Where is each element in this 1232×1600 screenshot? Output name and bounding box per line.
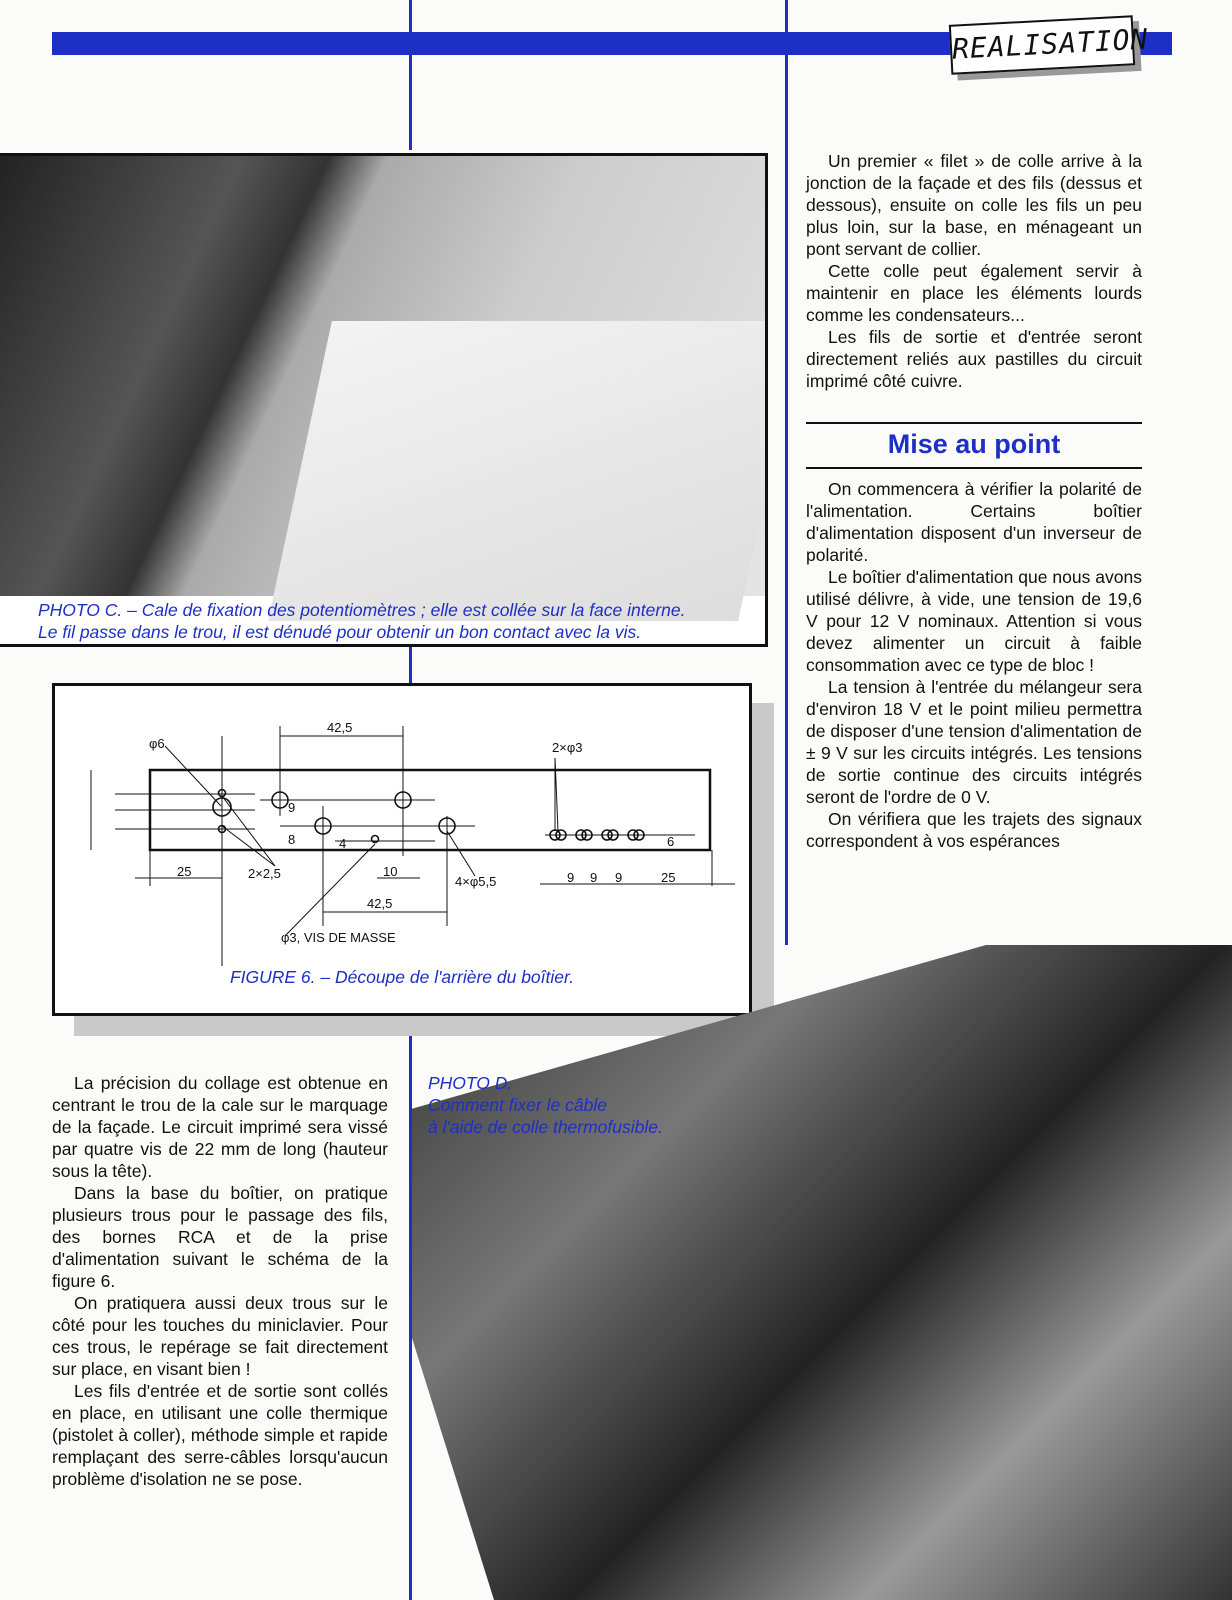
paragraph: La précision du collage est obtenue en centrant le trou de la cale sur le marquage de la façade. Le circuit imprimé sera vissé par quatre vis de 22 mm de long (hauteur sous la tête). [52, 1073, 388, 1181]
photo-d-caption [428, 1072, 663, 1138]
section-heading: Mise au point [806, 422, 1142, 469]
column-rule [409, 0, 412, 150]
label-9: 9 [288, 800, 296, 815]
label-6: 6 [667, 834, 675, 849]
paragraph: On vérifiera que les trajets des signaux correspondent à vos espérances [806, 809, 1142, 851]
left-column-text [52, 1072, 388, 1490]
label-top-42-5: 42,5 [327, 720, 353, 735]
label-9c: 9 [615, 870, 623, 885]
section-rubric: REALISATION [949, 15, 1135, 75]
paragraph: Un premier « filet » de colle arrive à la jonction de la façade et des fils (dessus et dessous), ensuite on colle les fils un peu plus loin, sur la base, en ménageant un pont servant de collier. [806, 151, 1142, 259]
label-2x2-5: 2×2,5 [248, 866, 281, 881]
caption-line: à l'aide de colle thermofusible. [428, 1117, 663, 1137]
label-9a: 9 [567, 870, 575, 885]
center-lines [91, 726, 735, 966]
column-rule [409, 647, 412, 683]
section-text [806, 478, 1142, 852]
label-8: 8 [288, 832, 296, 847]
label-9b: 9 [590, 870, 598, 885]
paragraph: La tension à l'entrée du mélangeur sera d'environ 18 V et le point milieu permettra de disposer d'une tension d'alimentation de ± 9 V sur les circuits intégrés. Les tensions de sortie continue des circuits intégrés seront de l'ordre de 0 V. [806, 677, 1142, 807]
label-2x-phi3: 2×φ3 [552, 740, 583, 755]
photo-c-image [0, 156, 765, 596]
figure-6 [52, 683, 752, 1016]
figure-6-caption: FIGURE 6. – Découpe de l'arrière du boîtier. [229, 967, 575, 987]
photo-c [0, 153, 768, 647]
photo-c-caption [38, 599, 686, 643]
photo-d [412, 945, 1232, 1600]
label-25-right: 25 [661, 870, 676, 885]
figure-6-drawing [55, 686, 749, 1013]
caption-line: PHOTO C. – Cale de fixation des potentiomètres ; elle est collée sur la face interne. [38, 600, 686, 620]
paragraph: Dans la base du boîtier, on pratique plusieurs trous pour le passage des fils, des bornes RCA et de la prise d'alimentation suivant le schéma de la figure 6. [52, 1183, 388, 1291]
caption-line: Comment fixer le câble [428, 1095, 607, 1115]
column-rule [409, 1030, 412, 1600]
label-vis-de-masse: φ3, VIS DE MASSE [281, 930, 396, 945]
label-10: 10 [383, 864, 398, 879]
paragraph: Le boîtier d'alimentation que nous avons utilisé délivre, à vide, une tension de 19,6 V pour 12 V nominaux. Attention si vous devez alimenter un circuit à faible consommation avec ce type de bloc ! [806, 567, 1142, 675]
label-bottom-42-5: 42,5 [367, 896, 393, 911]
paragraph: Les fils d'entrée et de sortie sont collés en place, en utilisant une colle thermique (pistolet à coller), méthode simple et rapide remplaçant des serre-câbles lorsqu'aucun problème d'isolation ne se pose. [52, 1381, 388, 1489]
label-phi6: φ6 [149, 736, 165, 751]
paragraph: On pratiquera aussi deux trous sur le côté pour les touches du miniclavier. Pour ces trous, le repérage se fait directement sur place, en visant bien ! [52, 1293, 388, 1379]
paragraph: On commencera à vérifier la polarité de l'alimentation. Certains boîtier d'alimentation disposent d'un inverseur de polarité. [806, 479, 1142, 565]
photo-c-board [268, 321, 768, 621]
paragraph: Cette colle peut également servir à maintenir en place les éléments lourds comme les condensateurs... [806, 261, 1142, 325]
label-25-left: 25 [177, 864, 192, 879]
right-column-text [806, 150, 1142, 392]
label-4x-phi5-5: 4×φ5,5 [455, 874, 497, 889]
paragraph: Les fils de sortie et d'entrée seront directement reliés aux pastilles du circuit imprimé côté cuivre. [806, 327, 1142, 391]
caption-line: PHOTO D. [428, 1073, 513, 1093]
label-4: 4 [339, 836, 347, 851]
caption-line: Le fil passe dans le trou, il est dénudé pour obtenir un bon contact avec la vis. [38, 622, 642, 642]
column-rule [785, 0, 788, 945]
